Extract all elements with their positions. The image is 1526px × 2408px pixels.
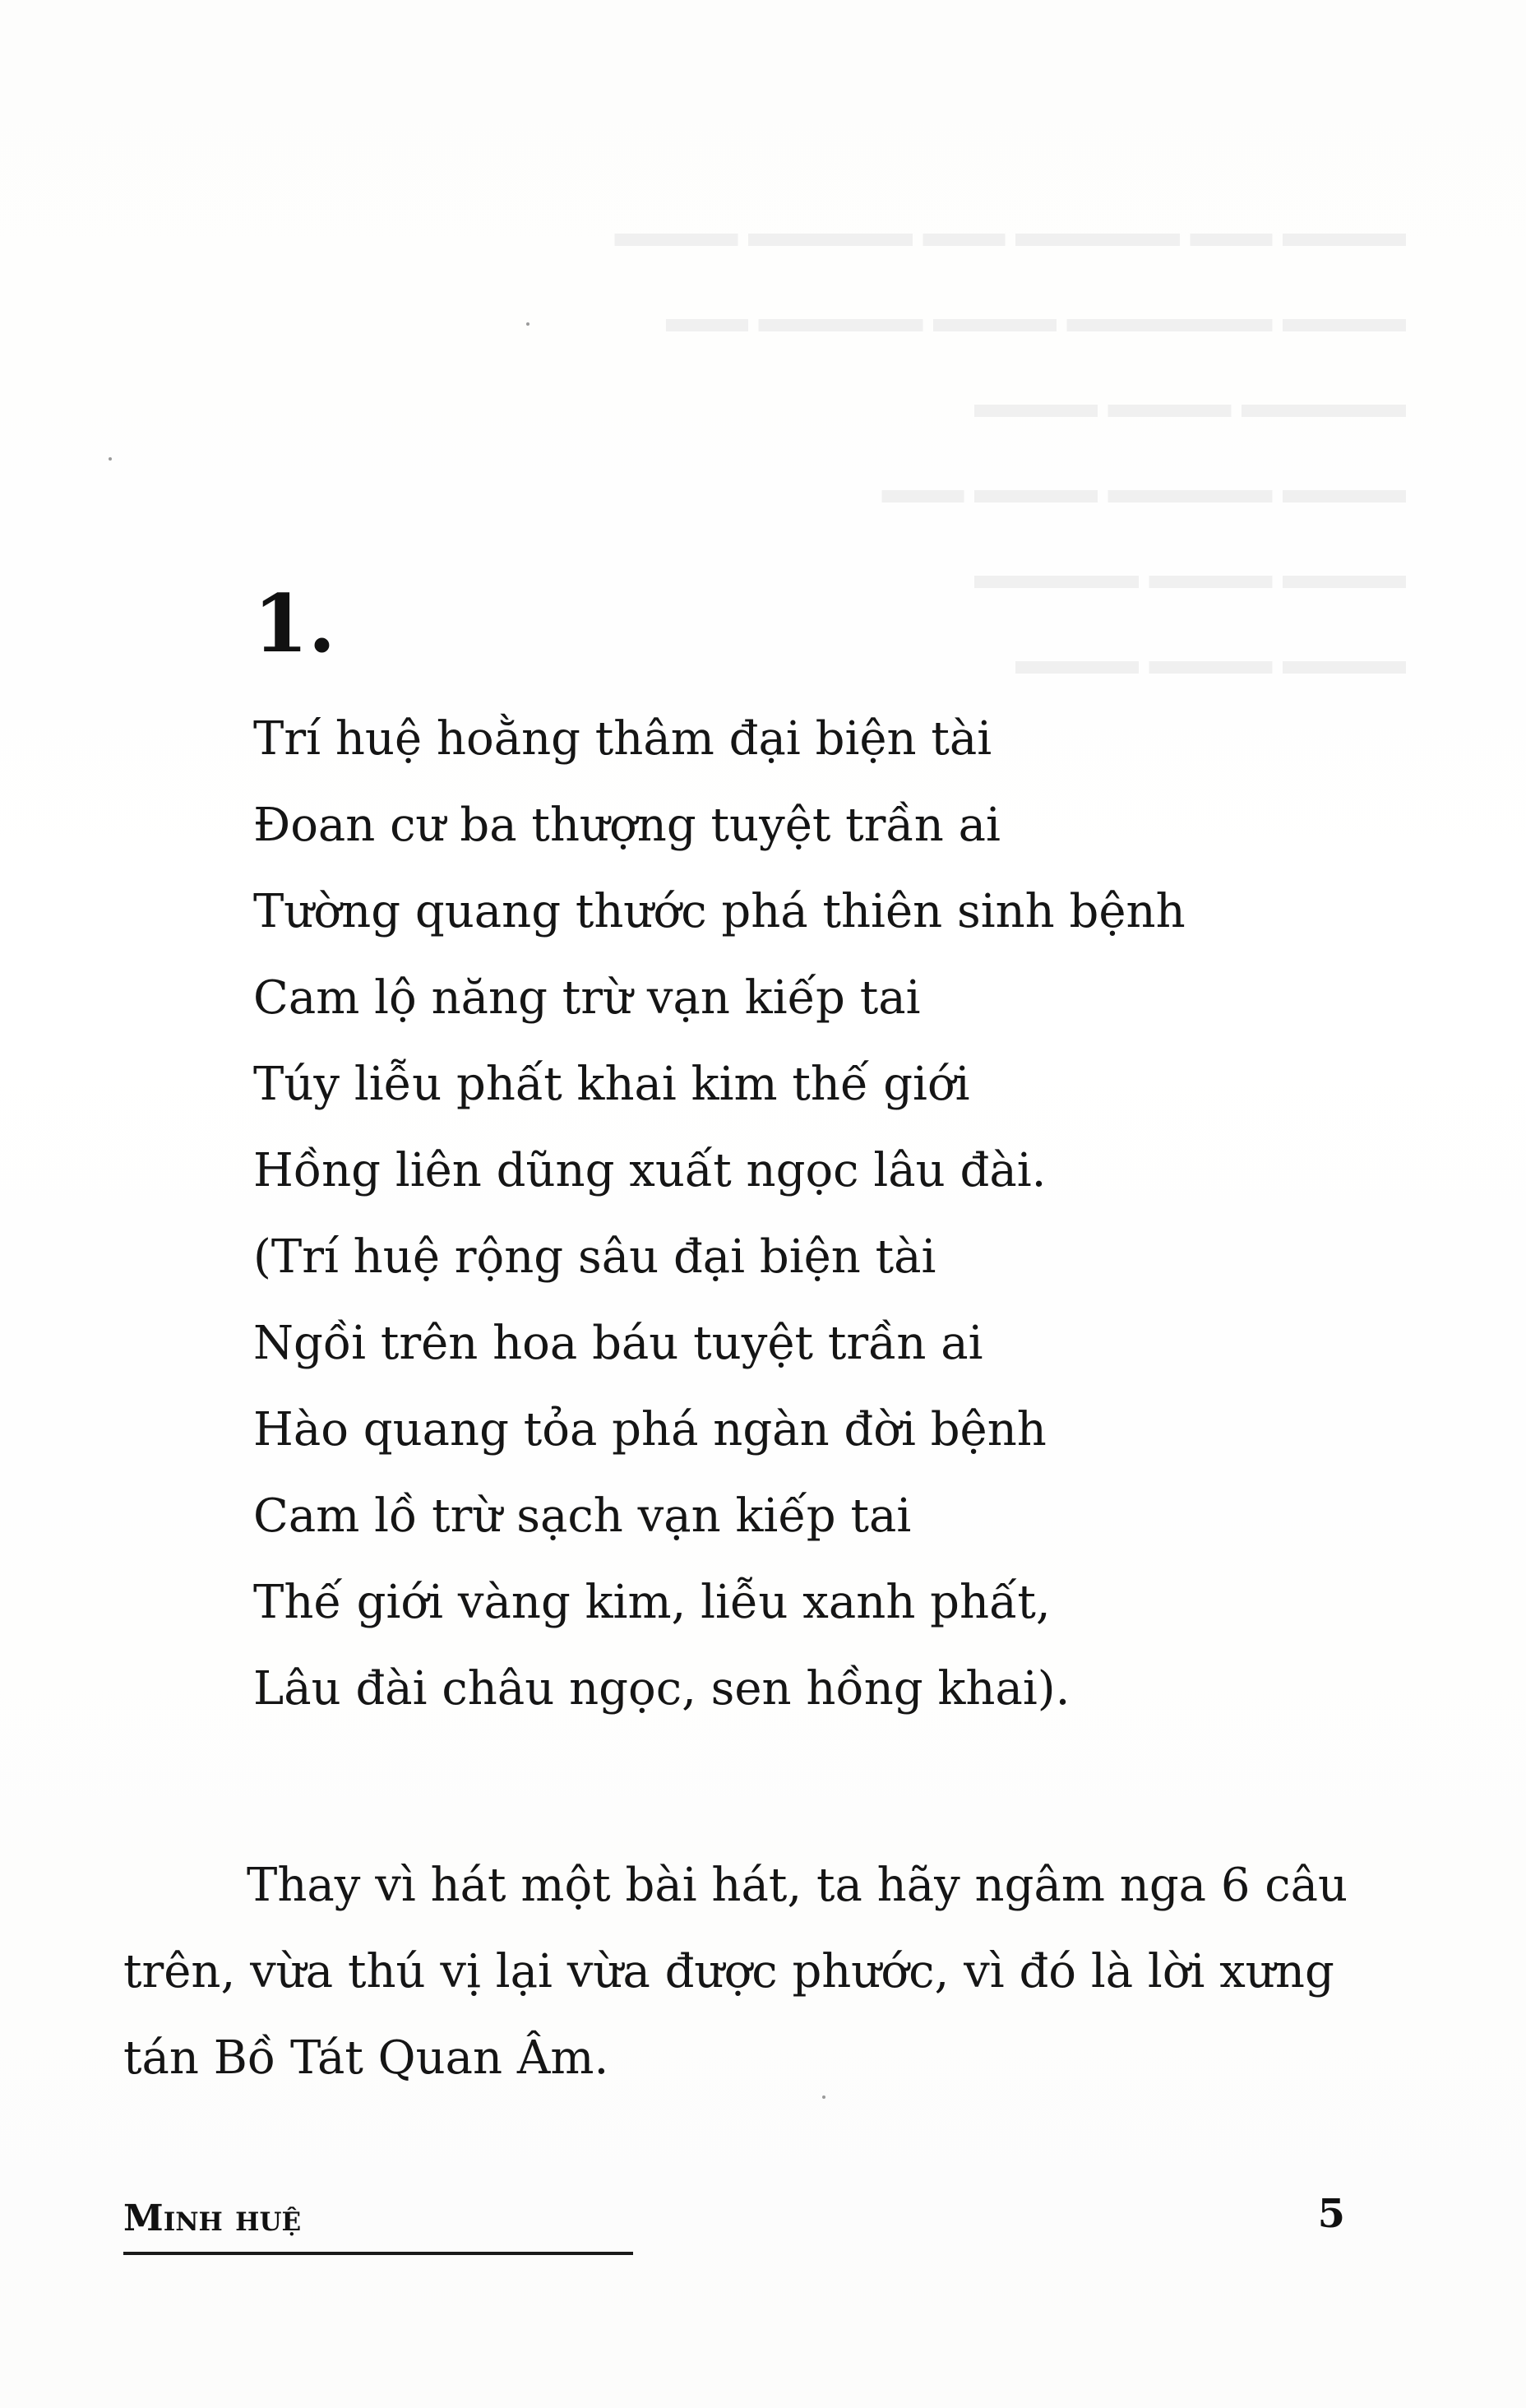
running-footer-author: Minh huệ [123,2197,302,2239]
poem-line: Hồng liên dũng xuất ngọc lâu đài. [253,1144,1047,1197]
poem-line: (Trí huệ rộng sâu đại biện tài [253,1230,936,1284]
poem [253,696,1186,1732]
paper-speck [822,2095,825,2099]
poem-line: Cam lồ trừ sạch vạn kiếp tai [253,1489,912,1543]
page-number: 5 [1317,2191,1345,2237]
poem-line: Trí huệ hoằng thâm đại biện tài [253,712,992,766]
poem-line: Thế giới vàng kim, liễu xanh phất, [253,1576,1051,1629]
poem-line: Cam lộ năng trừ vạn kiếp tai [253,971,921,1025]
poem-line: Hào quang tỏa phá ngàn đời bệnh [253,1403,1047,1456]
poem-line: Ngồi trên hoa báu tuyệt trần ai [253,1317,983,1370]
poem-line: Lâu đài châu ngọc, sen hồng khai). [253,1662,1071,1716]
show-through-texture: ▬▬▬ ▬▬ ▬▬▬▬ ▬▬ ▬▬▬▬ ▬▬▬ ▬▬▬ ▬▬▬▬▬ ▬▬▬ ▬▬▬▬ ▬▬ ▬▬▬▬ ▬▬▬ ▬▬▬ ▬▬▬ ▬▬▬▬ ▬▬▬ ▬▬ ▬▬▬ ▬▬▬ ▬▬▬▬ ▬▬▬ ▬▬▬ ▬▬▬ [614,209,1406,683]
paper-speck [109,457,112,461]
body-paragraph: Thay vì hát một bài hát, ta hãy ngâm nga 6 câu trên, vừa thú vị lại vừa được phước, vì đó là lời xưng tán Bồ Tát Quan Âm. [123,1859,1348,2085]
footer-rule [123,2252,633,2255]
poem-line: Tường quang thước phá thiên sinh bệnh [253,885,1186,938]
poem-line: Đoan cư ba thượng tuyệt trần ai [253,799,1001,852]
poem-line: Túy liễu phất khai kim thế giới [253,1058,970,1111]
paper-speck [526,322,529,326]
section-number: 1. [253,577,336,670]
